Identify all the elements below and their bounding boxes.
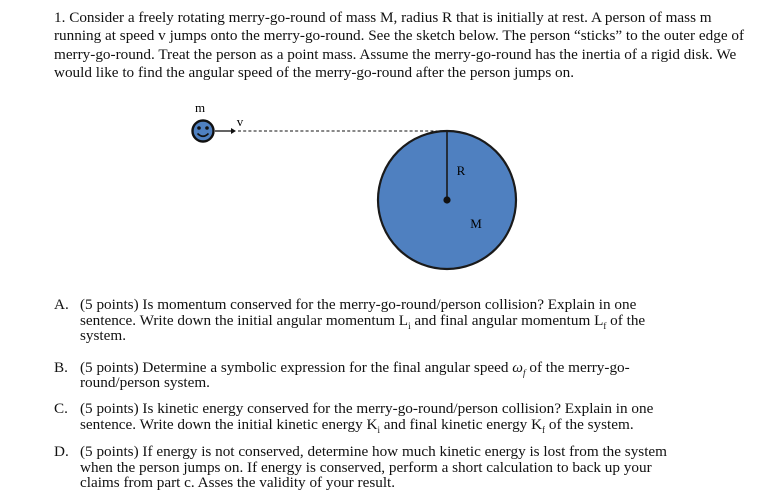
part-a: A. (5 points) Is momentum conserved for the merry-go-round/person collision? Explain in one sentence. Write down the initial angular momentum $L_i$ and final angular momentum $L_f$ of the system. xyxy=(54,296,646,345)
part-b-letter: B. xyxy=(54,358,68,376)
person-mass-label: m xyxy=(194,100,206,115)
part-c: C. (5 points) Is kinetic energy conserved for the merry-go-round/person collision? Explain in one sentence. Write down the initial kinetic energy $K_i$ and final kinetic energy $K_f$ of the system. xyxy=(54,399,654,435)
person-icon xyxy=(193,121,214,142)
problem-number: 1. xyxy=(54,9,66,26)
part-d-letter: D. xyxy=(54,443,69,461)
question-parts xyxy=(54,297,694,501)
problem-text: Consider a freely rotating merry-go-round of mass M, radius R that is initially at rest. A person of mass m running at speed v jumps onto the merry-go-round. See the sketch below. The person “sticks” to the outer edge of merry-go-round. Treat the person as a point mass. Assume the merry-go-round has the inertia of a rigid disk. We would like to find the angular speed of the merry-go-round after the person jumps on. xyxy=(54,9,745,82)
disk-mass-label: M xyxy=(470,216,482,231)
part-b: B. (5 points) Determine a symbolic expression for the final angular speed $\omega_f$ of the merry-go-round/person system. xyxy=(54,358,630,392)
velocity-arrow xyxy=(215,128,236,134)
velocity-label: v xyxy=(236,114,244,129)
radius-label: R xyxy=(456,163,466,178)
part-a-letter: A. xyxy=(54,296,69,313)
part-c-letter: C. xyxy=(54,399,68,417)
center-dot xyxy=(443,196,450,203)
omega-symbol: ω xyxy=(512,358,524,376)
part-d: D. (5 points) If energy is not conserved, determine how much kinetic energy is lost from the system when the person jumps on. If energy is conserved, perform a short calculation to back up your claims from part c. Asses the validity of your result. xyxy=(54,443,667,492)
